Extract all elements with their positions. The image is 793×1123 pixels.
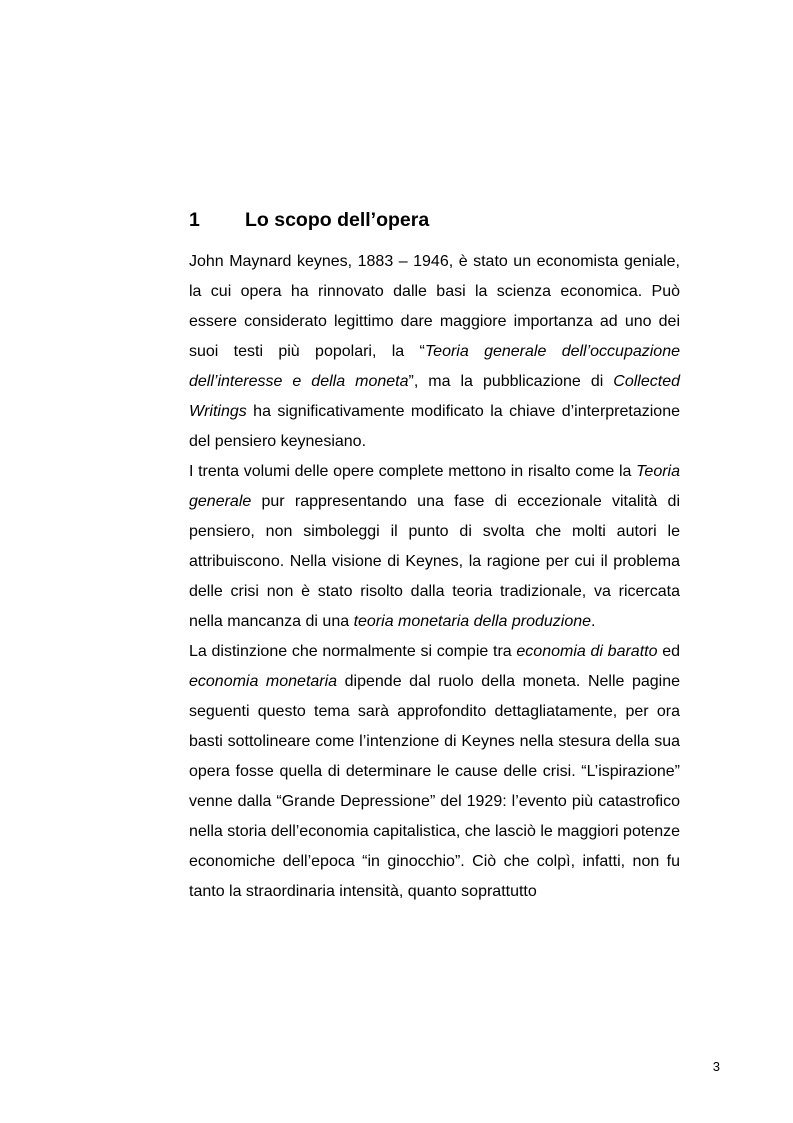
text-run: I trenta volumi delle opere complete mettono in risalto come la [189, 463, 637, 480]
text-run: ed [657, 643, 680, 660]
text-run: John Maynard keynes, 1883 – 1946, è stato un economista geniale, la cui opera ha rinnovato dalle basi la scienza economica. Può essere considerato legittimo dare maggiore importanza ad uno dei suoi testi più popolari, la “ [189, 253, 680, 360]
italic-text: economia di baratto [516, 643, 658, 660]
text-run: ”, ma la pubblicazione di [408, 373, 614, 390]
italic-text: Teoria generale [189, 463, 680, 510]
italic-text: economia monetaria [189, 673, 338, 690]
italic-text: teoria monetaria della produzione [353, 613, 592, 630]
section-number: 1 [189, 209, 200, 231]
paragraph [189, 247, 680, 457]
paragraph [189, 637, 680, 907]
text-run: pur rappresentando una fase di eccezionale vitalità di pensiero, non simboleggi il punto di svolta che molti autori le attribuiscono. Nella visione di Keynes, la ragione per cui il problema delle crisi non è stato risolto dalla teoria tradizionale, va ricercata nella mancanza di una [189, 493, 680, 630]
body-text [189, 247, 680, 907]
text-run: La distinzione che normalmente si compie tra [189, 643, 517, 660]
text-run: dipende dal ruolo della moneta. Nelle pagine seguenti questo tema sarà approfondito dettagliatamente, per ora basti sottolineare come l’intenzione di Keynes nella stesura della sua opera fosse quella di determinare le cause delle crisi. “L’ispirazione” venne dalla “Grande Depressione” del 1929: l’evento più catastrofico nella storia dell’economia capitalistica, che lasciò le maggiori potenze economiche dell’epoca “in ginocchio”. Ciò che colpì, infatti, non fu tanto la straordinaria intensità, quanto soprattutto [189, 673, 681, 900]
text-run: ha significativamente modificato la chiave d’interpretazione del pensiero keynesiano. [189, 403, 680, 450]
page-number: 3 [712, 1059, 720, 1074]
text-run: . [591, 613, 596, 630]
section-title: Lo scopo dell’opera [245, 209, 430, 231]
italic-text: Teoria generale dell’occupazione dell’interesse e della moneta [189, 343, 680, 390]
paragraph [189, 457, 680, 637]
italic-text: Collected Writings [189, 373, 680, 420]
section-heading [189, 207, 689, 233]
